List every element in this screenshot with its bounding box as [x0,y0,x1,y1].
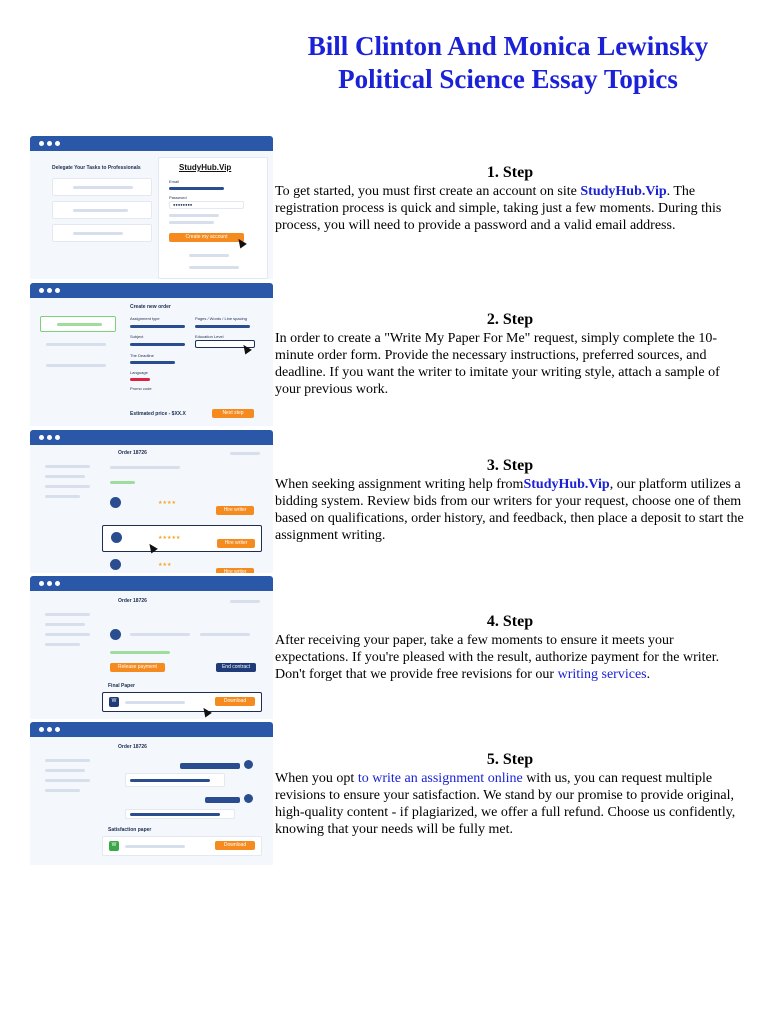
estimated-price: Estimated price - $XX.X [130,411,186,417]
field-label: Education Level [195,334,224,339]
writer-avatar [244,794,253,803]
window-dot-icon [39,727,44,732]
window-dot-icon [39,581,44,586]
field-label: Subject [130,334,144,339]
writer-avatar [111,532,122,543]
shot-heading: Delegate Your Tasks to Professionals [52,165,141,171]
download-button[interactable]: Download [215,841,255,850]
selected-bid[interactable] [102,525,262,552]
create-account-button[interactable]: Create my account [169,233,244,242]
writer-avatar [110,629,121,640]
studyhub-link[interactable]: StudyHub.Vip [523,477,610,492]
screenshot-create-account [30,136,273,279]
rating-stars-icon: ★★★★ [158,501,176,506]
hire-writer-button[interactable]: Hire writer [216,506,254,515]
field-label: Language [130,370,148,375]
password-label: Password [169,195,187,200]
step-heading: 3. Step [486,457,534,474]
step-text: When you opt to write an assignment online with us, you can request multiple revisions to ensure your satisfaction. We stand by our promise to provide original, high-quality content - if plagiarized, we offer a full refund. Choose us confidently, knowing that your needs will be fully met. [275,771,736,837]
shot-heading: Create new order [130,304,171,310]
screenshot-payment [30,576,273,719]
window-dot-icon [39,435,44,440]
step-3 [275,456,745,544]
order-number: Order 18726 [118,450,147,456]
order-number: Order 18726 [118,744,147,750]
field-label: Pages / Words / Line spacing [195,316,247,321]
final-paper-label: Final Paper [108,683,135,689]
window-dot-icon [39,288,44,293]
writing-services-link[interactable]: writing services [557,667,647,682]
studyhub-link[interactable]: StudyHub.Vip [580,184,667,199]
step-text: In order to create a "Write My Paper For Me" request, simply complete the 10-minute order form. Provide the necessary instructions, preferred sources, and deadline. If you want the writer to imitate your writing style, attach a sample of your previous work. [275,331,720,397]
next-step-button[interactable]: Next step [212,409,254,418]
file-icon: W [109,841,119,851]
window-dot-icon [55,581,60,586]
window-dot-icon [39,141,44,146]
step-text: After receiving your paper, take a few moments to ensure it meets your expectations. If you're pleased with the result, authorize payment for the writer. Don't forget that we provide free revisions for our writing services. [275,633,720,682]
satisfaction-paper-label: Satisfaction paper [108,827,152,833]
hire-writer-button[interactable]: Hire writer [217,539,255,548]
step-heading: 5. Step [486,751,534,768]
window-dot-icon [47,141,52,146]
step-4 [275,612,745,683]
step-1 [275,163,745,234]
step-text: When seeking assignment writing help fromStudyHub.Vip, our platform utilizes a bidding system. Review bids from our writers for your request, choose one of them based on qualifications, order history, and feedback, then place a deposit to start the assignment writing. [275,477,744,543]
writer-avatar [110,559,121,570]
order-number: Order 18726 [118,598,147,604]
field-label: The Deadline [130,353,154,358]
rating-stars-icon: ★★★★★ [158,536,181,541]
step-heading: 2. Step [486,311,534,328]
cursor-icon [235,237,247,249]
email-label: Email [169,179,180,184]
window-dot-icon [47,727,52,732]
step-2 [275,310,745,398]
password-field[interactable] [169,201,244,209]
window-dot-icon [55,288,60,293]
writer-avatar [244,760,253,769]
window-dot-icon [55,727,60,732]
write-assignment-link[interactable]: to write an assignment online [357,771,523,786]
screenshot-bids [30,430,273,573]
release-payment-button[interactable]: Release payment [110,663,165,672]
satisfaction-paper-file[interactable] [102,836,262,856]
window-dot-icon [55,141,60,146]
hire-writer-button[interactable]: Hire writer [216,568,254,573]
step-5 [275,750,745,838]
window-dot-icon [55,435,60,440]
password-mask: ●●●●●●●● [173,202,193,207]
step-heading: 1. Step [486,164,534,181]
signup-card [158,157,268,279]
browser-bar [30,136,273,151]
end-contract-button[interactable]: End contract [216,663,256,672]
page-title: Bill Clinton And Monica Lewinsky Political Science Essay Topics [307,31,709,94]
field-label: Assignment type [130,316,160,321]
download-button[interactable]: Download [215,697,255,706]
screenshot-order-form [30,283,273,426]
window-dot-icon [47,581,52,586]
word-file-icon: W [109,697,119,707]
step-heading: 4. Step [486,613,534,630]
writer-avatar [110,497,121,508]
step-text: To get started, you must first create an account on site StudyHub.Vip. The registration process is quick and simple, taking just a few moments. During this process, you will need to provide a password and a valid email address. [275,184,722,233]
final-paper-file[interactable] [102,692,262,712]
rating-stars-icon: ★★★ [158,563,172,568]
brand-name: StudyHub.Vip [179,163,232,172]
screenshot-revisions [30,722,273,865]
window-dot-icon [47,288,52,293]
field-label: Promo code [130,386,152,391]
window-dot-icon [47,435,52,440]
